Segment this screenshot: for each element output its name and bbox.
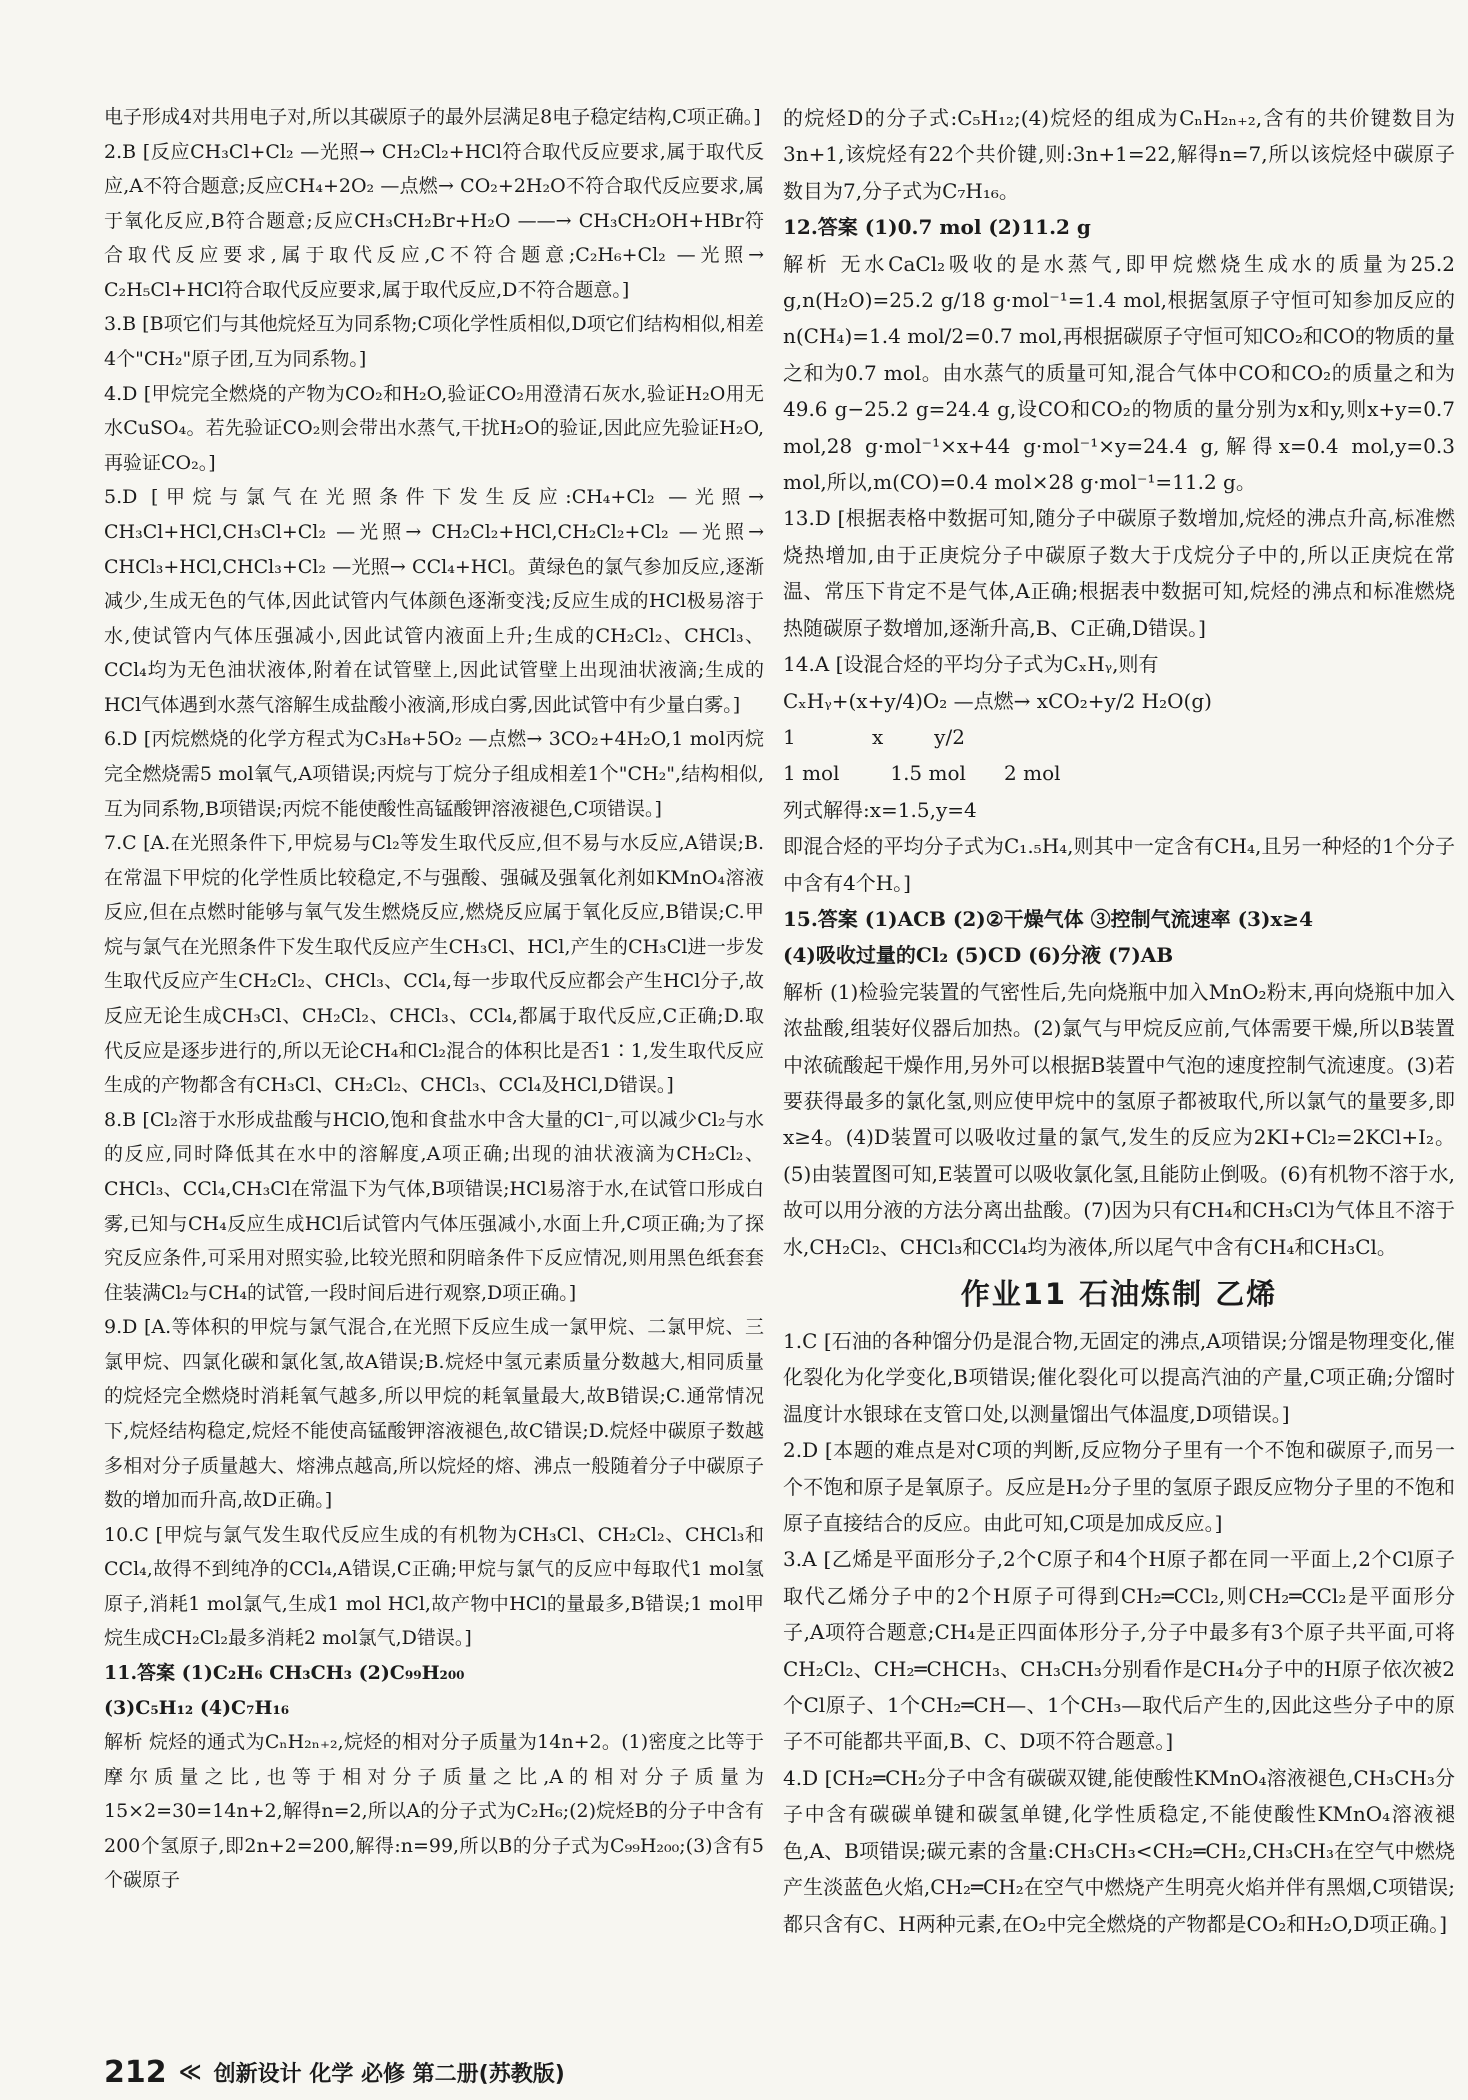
chevron-left-icon: ≪ bbox=[178, 2060, 202, 2085]
answer-paragraph: 6.D [丙烷燃烧的化学方程式为C₃H₈+5O₂ —点燃→ 3CO₂+4H₂O,1 mol丙烷完全燃烧需5 mol氧气,A项错误;丙烷与丁烷分子组成相差1个"CH₂",结构相似,互为同系物,B项错误;丙烷不能使酸性高锰酸钾溶液褪色,C项错误。] bbox=[104, 728, 764, 820]
equation-line: CₓHᵧ+(x+y/4)O₂ —点燃→ xCO₂+y/2 H₂O(g) bbox=[783, 688, 1212, 713]
answer-paragraph: 解析 (1)检验完装置的气密性后,先向烧瓶中加入MnO₂粉末,再向烧瓶中加入浓盐酸,组装好仪器后加热。(2)氯气与甲烷反应前,气体需要干燥,所以B装置中浓硫酸起干燥作用,另外可以根据B装置中气泡的速度控制气流速度。(3)若要获得最多的氯化氢,则应使甲烷中的氢原子都被取代,所以氯气的量要多,即x≥4。(4)D装置可以吸收过量的氯气,发生的反应为2KI+Cl₂=2KCl+I₂。(5)由装置图可知,E装置可以吸收氯化氢,且能防止倒吸。(6)有机物不溶于水,故可以用分液的方法分离出盐酸。(7)因为只有CH₄和CH₃Cl为气体且不溶于水,CH₂Cl₂、CHCl₃和CCl₄均为液体,所以尾气中含有CH₄和CH₃Cl。 bbox=[783, 979, 1455, 1259]
answer-paragraph: 8.B [Cl₂溶于水形成盐酸与HClO,饱和食盐水中含大量的Cl⁻,可以减少Cl₂与水的反应,同时降低其在水中的溶解度,A项正确;出现的油状液滴为CH₂Cl₂、CHCl₃、CCl₄,CH₃Cl在常温下为气体,B项错误;HCl易溶于水,在试管口形成白雾,已知与CH₄反应生成HCl后试管内气体压强减小,水面上升,C项正确;为了探究反应条件,可采用对照实验,比较光照和阴暗条件下反应情况,则用黑色纸套套住装满Cl₂与CH₄的试管,一段时间后进行观察,D项正确。] bbox=[104, 1108, 765, 1304]
answer-paragraph: 5.D [甲烷与氯气在光照条件下发生反应:CH₄+Cl₂ —光照→ CH₃Cl+HCl,CH₃Cl+Cl₂ —光照→ CH₂Cl₂+HCl,CH₂Cl₂+Cl₂ —光照→ CHCl₃+HCl,CHCl₃+Cl₂ —光照→ CCl₄+HCl。黄绿色的氯气参加反应,逐渐减少,生成无色的气体,因此试管内气体颜色逐渐变浅;反应生成的HCl极易溶于水,使试管内气体压强减小,因此试管内液面上升;生成的CH₂Cl₂、CHCl₃、CCl₄均为无色油状液体,附着在试管壁上,因此试管壁上出现油状液滴;生成的HCl气体遇到水蒸气溶解生成盐酸小液滴,形成白雾,因此试管中有少量白雾。] bbox=[104, 486, 764, 716]
answer-paragraph: 解析 烷烃的通式为CₙH₂ₙ₊₂,烷烃的相对分子质量为14n+2。(1)密度之比等于摩尔质量之比,也等于相对分子质量之比,A的相对分子质量为15×2=30=14n+2,解得n=2,所以A的分子式为C₂H₆;(2)烷烃B的分子中含有200个氢原子,即2n+2=200,解得:n=99,所以B的分子式为C₉₉H₂₀₀;(3)含有5个碳原子 bbox=[104, 1731, 764, 1892]
answer-paragraph: 3.B [B项它们与其他烷烃互为同系物;C项化学性质相似,D项它们结构相似,相差4个"CH₂"原子团,互为同系物。] bbox=[104, 313, 764, 371]
equation-line: 1 mol 1.5 mol 2 mol bbox=[783, 761, 1061, 786]
answer-paragraph: 1.C [石油的各种馏分仍是混合物,无固定的沸点,A项错误;分馏是物理变化,催化裂化为化学变化,B项错误;催化裂化可以提高汽油的产量,C项正确;分馏时温度计水银球在支管口处,以测量馏出气体温度,D项错误。] bbox=[783, 1329, 1455, 1426]
answer-paragraph: 3.A [乙烯是平面形分子,2个C原子和4个H原子都在同一平面上,2个Cl原子取代乙烯分子中的2个H原子可得到CH₂═CCl₂,则CH₂═CCl₂是平面形分子,A项符合题意;CH₄是正四面体形分子,分子中最多有3个原子共平面,可将CH₂Cl₂、CH₂═CHCH₃、CH₃CH₃分别看作是CH₄分子中的H原子依次被2个Cl原子、1个CH₂═CH—、1个CH₃—取代后产生的,因此这些分子中的原子不可能都共平面,B、C、D项不符合题意。] bbox=[783, 1547, 1455, 1754]
equation-line: 1 x y/2 bbox=[783, 724, 965, 749]
section-title: 作业11 石油炼制 乙烯 bbox=[960, 1277, 1278, 1311]
answer-paragraph: 2.D [本题的难点是对C项的判断,反应物分子里有一个不饱和碳原子,而另一个不饱和原子是氧原子。反应是H₂分子里的氢原子跟反应物分子里的不饱和原子直接结合的反应。由此可知,C项是加成反应。] bbox=[783, 1438, 1455, 1536]
answer-paragraph: 7.C [A.在光照条件下,甲烷易与Cl₂等发生取代反应,但不易与水反应,A错误;B.在常温下甲烷的化学性质比较稳定,不与强酸、强碱及强氧化剂如KMnO₄溶液反应,但在点燃时能够与氧气发生燃烧反应,燃烧反应属于氧化反应,B错误;C.甲烷与氯气在光照条件下发生取代反应产生CH₃Cl、HCl,产生的CH₃Cl进一步发生取代反应产生CH₂Cl₂、CHCl₃、CCl₄,每一步取代反应都会产生HCl分子,故反应无论生成CH₃Cl、CH₂Cl₂、CHCl₃、CCl₄,都属于取代反应,C正确;D.取代反应是逐步进行的,所以无论CH₄和Cl₂混合的体积比是否1∶1,发生取代反应生成的产物都含有CH₃Cl、CH₂Cl₂、CHCl₃、CCl₄及HCl,D错误。] bbox=[104, 832, 764, 1097]
answer-heading: 11.答案 (1)C₂H₆ CH₃CH₃ (2)C₉₉H₂₀₀ bbox=[104, 1662, 465, 1685]
answer-paragraph: 4.D [甲烷完全燃烧的产物为CO₂和H₂O,验证CO₂用澄清石灰水,验证H₂O用无水CuSO₄。若先验证CO₂则会带出水蒸气,干扰H₂O的验证,因此应先验证H₂O,再验证CO₂。] bbox=[104, 382, 764, 474]
answer-paragraph: 10.C [甲烷与氯气发生取代反应生成的有机物为CH₃Cl、CH₂Cl₂、CHCl₃和CCl₄,故得不到纯净的CCl₄,A错误,C正确;甲烷与氯气的反应中每取代1 mol氢原子,消耗1 mol氯气,生成1 mol HCl,故产物中HCl的量最多,B错误;1 mol甲烷生成CH₂Cl₂最多消耗2 mol氯气,D错误。] bbox=[104, 1523, 764, 1650]
answer-paragraph: 解析 无水CaCl₂吸收的是水蒸气,即甲烷燃烧生成水的质量为25.2 g,n(H₂O)=25.2 g/18 g·mol⁻¹=1.4 mol,根据氢原子守恒可知参加反应的n(CH₄)=1.4 mol/2=0.7 mol,再根据碳原子守恒可知CO₂和CO的物质的量之和为0.7 mol。由水蒸气的质量可知,混合气体中CO和CO₂的质量之和为49.6 g−25.2 g=24.4 g,设CO和CO₂的物质的量分别为x和y,则x+y=0.7 mol,28 g·mol⁻¹×x+44 g·mol⁻¹×y=24.4 g,解得x=0.4 mol,y=0.3 mol,所以,m(CO)=0.4 mol×28 g·mol⁻¹=11.2 g。 bbox=[783, 251, 1455, 495]
answer-paragraph: 即混合烃的平均分子式为C₁.₅H₄,则其中一定含有CH₄,且另一种烃的1个分子中含有4个H。] bbox=[783, 834, 1455, 895]
right-column bbox=[783, 100, 1455, 1942]
answer-heading: 15.答案 (1)ACB (2)②干燥气体 ③控制气流速率 (3)x≥4 bbox=[783, 906, 1314, 931]
page-number: 212 bbox=[104, 2055, 167, 2090]
answer-heading: (3)C₅H₁₂ (4)C₇H₁₆ bbox=[104, 1696, 290, 1719]
answer-paragraph: 2.B [反应CH₃Cl+Cl₂ —光照→ CH₂Cl₂+HCl符合取代反应要求,属于取代反应,A不符合题意;反应CH₄+2O₂ —点燃→ CO₂+2H₂O不符合取代反应要求,属于氧化反应,B符合题意;反应CH₃CH₂Br+H₂O ——→ CH₃CH₂OH+HBr符合取代反应要求,属于取代反应,C不符合题意;C₂H₆+Cl₂ —光照→ C₂H₅Cl+HCl符合取代反应要求,属于取代反应,D不符合题意。] bbox=[104, 140, 764, 301]
answer-paragraph: 9.D [A.等体积的甲烷与氯气混合,在光照下反应生成一氯甲烷、二氯甲烷、三氯甲烷、四氯化碳和氯化氢,故A错误;B.烷烃中氢元素质量分数越大,相同质量的烷烃完全燃烧时消耗氧气越多,所以甲烷的耗氧量最大,故B错误;C.通常情况下,烷烃结构稳定,烷烃不能使高锰酸钾溶液褪色,故C错误;D.烷烃中碳原子数越多相对分子质量越大、熔沸点越高,所以烷烃的熔、沸点一般随着分子中碳原子数的增加而升高,故D正确。] bbox=[104, 1316, 764, 1512]
left-column bbox=[104, 100, 764, 1898]
book-info: 创新设计 化学 必修 第二册(苏教版) bbox=[213, 2062, 565, 2087]
answer-paragraph: 4.D [CH₂═CH₂分子中含有碳碳双键,能使酸性KMnO₄溶液褪色,CH₃CH₃分子中含有碳碳单键和碳氢单键,化学性质稳定,不能使酸性KMnO₄溶液褪色,A、B项错误;碳元素的含量:CH₃CH₃<CH₂═CH₂,CH₃CH₃在空气中燃烧产生淡蓝色火焰,CH₂═CH₂在空气中燃烧产生明亮火焰并伴有黑烟,C项错误;都只含有C、H两种元素,在O₂中完全燃烧的产物都是CO₂和H₂O,D项正确。] bbox=[783, 1765, 1455, 1936]
answer-paragraph: 14.A [设混合烃的平均分子式为CₓHᵧ,则有 bbox=[783, 652, 1159, 677]
answer-heading: (4)吸收过量的Cl₂ (5)CD (6)分液 (7)AB bbox=[783, 943, 1174, 968]
answer-heading: 12.答案 (1)0.7 mol (2)11.2 g bbox=[783, 215, 1091, 240]
answer-paragraph: 电子形成4对共用电子对,所以其碳原子的最外层满足8电子稳定结构,C项正确。] bbox=[104, 106, 761, 128]
answer-paragraph: 13.D [根据表格中数据可知,随分子中碳原子数增加,烷烃的沸点升高,标准燃烧热增加,由于正庚烷分子中碳原子数大于戊烷分子中的,所以正庚烷在常温、常压下肯定不是气体,A正确;根据表中数据可知,烷烃的沸点和标准燃烧热随碳原子数增加,逐渐升高,B、C正确,D错误。] bbox=[783, 506, 1455, 640]
answer-paragraph: 列式解得:x=1.5,y=4 bbox=[783, 797, 977, 822]
page-footer bbox=[104, 2055, 565, 2090]
answer-paragraph: 的烷烃D的分子式:C₅H₁₂;(4)烷烃的组成为CₙH₂ₙ₊₂,含有的共价键数目为3n+1,该烷烃有22个共价键,则:3n+1=22,解得n=7,所以该烷烃中碳原子数目为7,分子式为C₇H₁₆。 bbox=[783, 106, 1455, 203]
